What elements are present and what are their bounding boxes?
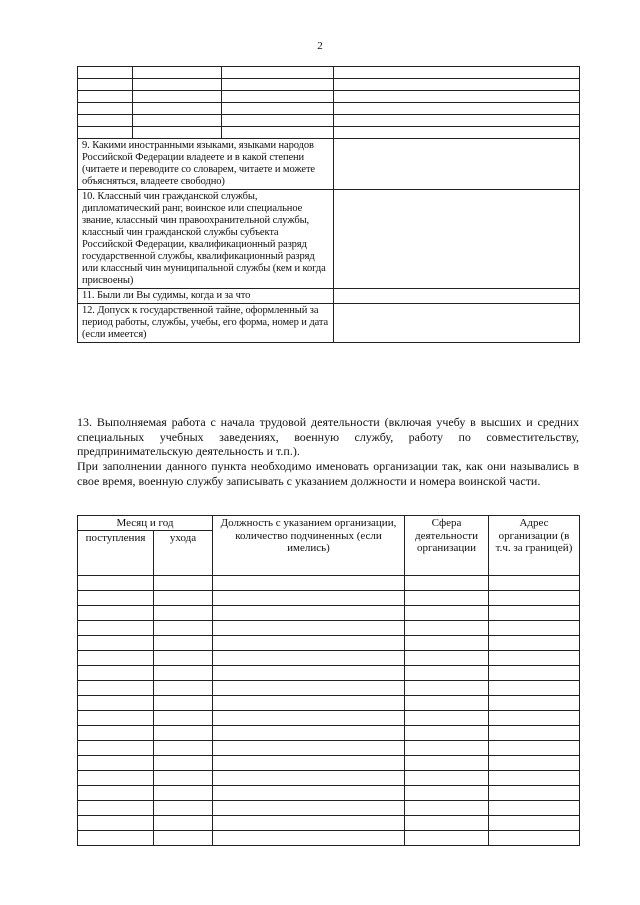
end-date-cell[interactable]: [154, 680, 213, 695]
sphere-cell[interactable]: [405, 665, 489, 680]
end-date-cell[interactable]: [154, 605, 213, 620]
empty-row: [78, 67, 580, 79]
start-date-cell[interactable]: [78, 725, 154, 740]
sphere-cell[interactable]: [405, 590, 489, 605]
address-cell[interactable]: [489, 665, 580, 680]
sphere-cell[interactable]: [405, 830, 489, 845]
question-11-label: 11. Были ли Вы судимы, когда и за что: [78, 289, 334, 304]
start-date-header: поступления: [78, 530, 154, 575]
sphere-cell[interactable]: [405, 770, 489, 785]
empty-row: [78, 103, 580, 115]
sphere-cell[interactable]: [405, 710, 489, 725]
position-cell[interactable]: [213, 815, 405, 830]
position-cell[interactable]: [213, 620, 405, 635]
end-date-cell[interactable]: [154, 590, 213, 605]
page-number: 2: [317, 40, 323, 52]
sphere-cell[interactable]: [405, 755, 489, 770]
work-row: [78, 740, 580, 755]
question-9-label: 9. Какими иностранными языками, языками народов Российской Федерации владеете и в какой степени (читаете и переводите со словарем, читаете и можете объясняться, владеете свободно): [78, 139, 334, 190]
end-date-cell[interactable]: [154, 665, 213, 680]
sphere-cell[interactable]: [405, 620, 489, 635]
work-row: [78, 650, 580, 665]
sphere-cell[interactable]: [405, 650, 489, 665]
question-10-answer-field[interactable]: [334, 190, 580, 289]
section-13-text: 13. Выполняемая работа с начала трудовой деятельности (включая учебу в высших и средних специальных учебных заведениях, военную службу, работу по совместительству, предпринимательскую деятельность и т.п.).: [77, 415, 579, 458]
work-row: [78, 830, 580, 845]
position-cell[interactable]: [213, 725, 405, 740]
work-row: [78, 695, 580, 710]
empty-row: [78, 115, 580, 127]
questionnaire-table-top: [77, 66, 580, 343]
end-date-cell[interactable]: [154, 710, 213, 725]
question-row-10: [78, 190, 580, 289]
empty-row: [78, 127, 580, 139]
work-row: [78, 725, 580, 740]
position-cell[interactable]: [213, 650, 405, 665]
end-date-cell[interactable]: [154, 575, 213, 590]
work-row: [78, 755, 580, 770]
sphere-cell[interactable]: [405, 695, 489, 710]
sphere-cell[interactable]: [405, 725, 489, 740]
start-date-cell[interactable]: [78, 770, 154, 785]
position-cell[interactable]: [213, 695, 405, 710]
start-date-cell[interactable]: [78, 785, 154, 800]
question-12-answer-field[interactable]: [334, 304, 580, 343]
start-date-cell[interactable]: [78, 800, 154, 815]
end-date-cell[interactable]: [154, 635, 213, 650]
header-row-1: [78, 516, 580, 531]
question-11-answer-field[interactable]: [334, 289, 580, 304]
work-row: [78, 605, 580, 620]
question-row-9: [78, 139, 580, 190]
start-date-cell[interactable]: [78, 710, 154, 725]
sphere-cell[interactable]: [405, 680, 489, 695]
address-cell[interactable]: [489, 800, 580, 815]
address-cell[interactable]: [489, 815, 580, 830]
start-date-cell[interactable]: [78, 740, 154, 755]
position-cell[interactable]: [213, 785, 405, 800]
work-row: [78, 785, 580, 800]
position-cell[interactable]: [213, 755, 405, 770]
address-cell[interactable]: [489, 620, 580, 635]
start-date-cell[interactable]: [78, 755, 154, 770]
address-cell[interactable]: [489, 740, 580, 755]
address-header: Адрес организации (в т.ч. за границей): [489, 516, 580, 576]
sphere-header: Сфера деятельности организации: [405, 516, 489, 576]
question-row-11: [78, 289, 580, 304]
sphere-cell[interactable]: [405, 815, 489, 830]
work-row: [78, 635, 580, 650]
end-date-cell[interactable]: [154, 830, 213, 845]
work-row: [78, 665, 580, 680]
end-date-cell[interactable]: [154, 725, 213, 740]
address-cell[interactable]: [489, 710, 580, 725]
question-10-label: 10. Классный чин гражданской службы, дипломатический ранг, воинское или специальное звание, классный чин правоохранительной службы, классный чин гражданской службы субъекта Российской Федерации, квалификационный разряд государственной службы, квалификационный разряд или классный чин муниципальной службы (кем и когда присвоены): [78, 190, 334, 289]
position-cell[interactable]: [213, 770, 405, 785]
question-row-12: [78, 304, 580, 343]
address-cell[interactable]: [489, 590, 580, 605]
address-cell[interactable]: [489, 755, 580, 770]
work-row: [78, 770, 580, 785]
start-date-cell[interactable]: [78, 635, 154, 650]
address-cell[interactable]: [489, 725, 580, 740]
end-date-cell[interactable]: [154, 770, 213, 785]
address-cell[interactable]: [489, 785, 580, 800]
work-row: [78, 590, 580, 605]
work-row: [78, 710, 580, 725]
sphere-cell[interactable]: [405, 575, 489, 590]
position-cell[interactable]: [213, 635, 405, 650]
end-date-cell[interactable]: [154, 800, 213, 815]
work-history-table: [77, 515, 580, 846]
sphere-cell[interactable]: [405, 635, 489, 650]
position-cell[interactable]: [213, 740, 405, 755]
work-row: [78, 575, 580, 590]
question-12-label: 12. Допуск к государственной тайне, оформленный за период работы, службы, учебы, его форма, номер и дата (если имеется): [78, 304, 334, 343]
end-date-header: ухода: [154, 530, 213, 575]
position-cell[interactable]: [213, 665, 405, 680]
address-cell[interactable]: [489, 650, 580, 665]
work-row: [78, 800, 580, 815]
end-date-cell[interactable]: [154, 755, 213, 770]
sphere-cell[interactable]: [405, 785, 489, 800]
start-date-cell[interactable]: [78, 575, 154, 590]
end-date-cell[interactable]: [154, 695, 213, 710]
sphere-cell[interactable]: [405, 740, 489, 755]
address-cell[interactable]: [489, 605, 580, 620]
position-cell[interactable]: [213, 680, 405, 695]
start-date-cell[interactable]: [78, 590, 154, 605]
end-date-cell[interactable]: [154, 815, 213, 830]
position-cell[interactable]: [213, 590, 405, 605]
work-rows: [78, 575, 580, 845]
address-cell[interactable]: [489, 770, 580, 785]
position-cell[interactable]: [213, 800, 405, 815]
end-date-cell[interactable]: [154, 740, 213, 755]
address-cell[interactable]: [489, 830, 580, 845]
empty-row: [78, 91, 580, 103]
position-cell[interactable]: [213, 830, 405, 845]
start-date-cell[interactable]: [78, 680, 154, 695]
address-cell[interactable]: [489, 635, 580, 650]
start-date-cell[interactable]: [78, 695, 154, 710]
position-cell[interactable]: [213, 605, 405, 620]
start-date-cell[interactable]: [78, 620, 154, 635]
section-13-note: При заполнении данного пункта необходимо именовать организации так, как они назывались в свое время, военную службу записывать с указанием должности и номера воинской части.: [77, 459, 579, 488]
start-date-cell[interactable]: [78, 815, 154, 830]
address-cell[interactable]: [489, 575, 580, 590]
start-date-cell[interactable]: [78, 605, 154, 620]
end-date-cell[interactable]: [154, 650, 213, 665]
start-date-cell[interactable]: [78, 650, 154, 665]
end-date-cell[interactable]: [154, 620, 213, 635]
work-row: [78, 680, 580, 695]
question-9-answer-field[interactable]: [334, 139, 580, 190]
sphere-cell[interactable]: [405, 605, 489, 620]
start-date-cell[interactable]: [78, 830, 154, 845]
position-cell[interactable]: [213, 710, 405, 725]
sphere-cell[interactable]: [405, 800, 489, 815]
address-cell[interactable]: [489, 695, 580, 710]
position-header: Должность с указанием организации, количество подчиненных (если имелись): [213, 516, 405, 576]
month-year-header: Месяц и год: [78, 516, 213, 531]
address-cell[interactable]: [489, 680, 580, 695]
position-cell[interactable]: [213, 575, 405, 590]
work-row: [78, 620, 580, 635]
work-row: [78, 815, 580, 830]
end-date-cell[interactable]: [154, 785, 213, 800]
empty-row: [78, 79, 580, 91]
start-date-cell[interactable]: [78, 665, 154, 680]
